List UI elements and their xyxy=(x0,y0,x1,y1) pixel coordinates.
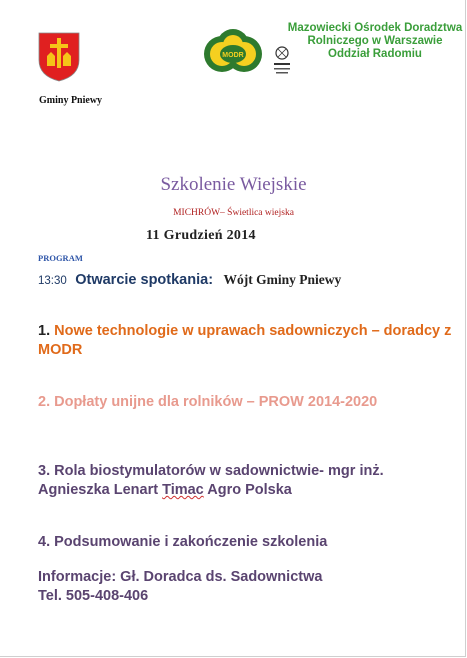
program-item-3-text-end: Agro Polska xyxy=(203,482,292,498)
event-date: 11 Grudzień 2014 xyxy=(146,228,256,243)
org-line-2: Rolniczego w Warszawie xyxy=(307,35,443,47)
program-item-3-company: Timac xyxy=(162,482,204,498)
contact-info xyxy=(38,568,322,606)
coat-of-arms-icon xyxy=(38,32,80,82)
org-line-3: Oddział Radomiu xyxy=(328,48,422,60)
program-heading: PROGRAM xyxy=(38,253,83,263)
event-place: MICHRÓW– Świetlica wiejska xyxy=(173,208,294,218)
organization-name xyxy=(285,22,465,61)
program-item-2: 2. Dopłaty unijne dla rolników – PROW 2014-2020 xyxy=(38,394,378,410)
contact-phone: Tel. 505-408-406 xyxy=(38,588,149,604)
program-item-1-number: 1. xyxy=(38,323,51,339)
modr-logo-icon xyxy=(200,27,266,81)
org-line-1: Mazowiecki Ośrodek Doradztwa xyxy=(287,22,463,34)
opening-label: Otwarcie spotkania: xyxy=(75,272,214,288)
program-item-4: 4. Podsumowanie i zakończenie szkolenia xyxy=(38,534,328,550)
opening-time: 13:30 xyxy=(38,275,67,287)
municipality-label: Gminy Pniewy xyxy=(39,95,103,106)
modr-logo-text: MODR xyxy=(222,52,244,59)
opening-host: Wójt Gminy Pniewy xyxy=(223,272,342,287)
program-item-1 xyxy=(38,322,458,360)
event-title: Szkolenie Wiejskie xyxy=(160,174,307,195)
contact-line-1: Informacje: Gł. Doradca ds. Sadownictwa xyxy=(38,569,323,585)
opening-line xyxy=(38,271,341,289)
program-item-1-text: Nowe technologie w uprawach sadowniczych – doradcy z MODR xyxy=(38,323,452,358)
program-item-3 xyxy=(38,462,458,500)
program-item-3-text: 3. Rola biostymulatorów w sadownictwie- mgr inż. Agnieszka Lenart xyxy=(38,463,384,498)
